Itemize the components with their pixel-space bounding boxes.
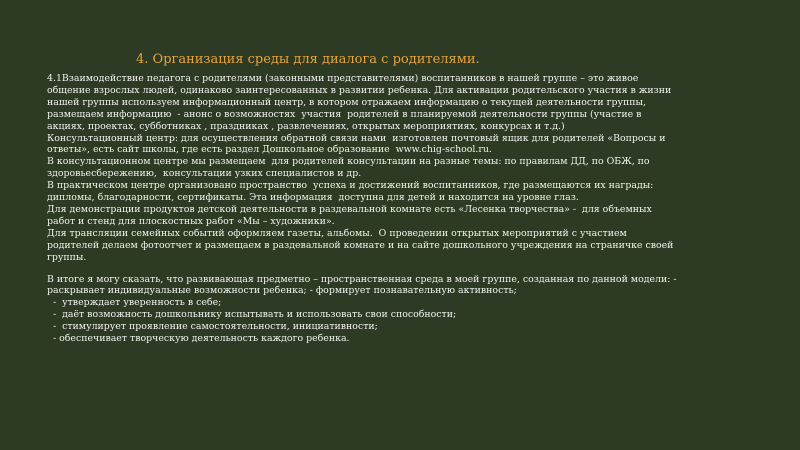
body-line: общение взрослых людей, одинаково заинтересованных в развитии ребенка. Для активации родительского участия в жизни xyxy=(47,84,672,96)
conclusion-line: В итоге я могу сказать, что развивающая предметно – пространственная среда в моей группе, созданная по данной модели: - xyxy=(47,273,677,285)
body-line: В практическом центре организовано пространство успеха и достижений воспитанников, где размещаются их награды: xyxy=(47,180,654,192)
slide-title: 4. Организация среды для диалога с родителями. xyxy=(136,52,480,67)
conclusion-line: - утверждает уверенность в себе; xyxy=(47,297,222,309)
body-line: акциях, проектах, субботниках , праздниках , развлечениях, открытых мероприятиях, конкурсах и т.д.) xyxy=(47,120,565,132)
body-line: ответы», есть сайт школы, где есть раздел Дошкольное образование www.chig-school.ru. xyxy=(47,144,492,156)
body-line: родителей делаем фотоотчет и размещаем в раздевальной комнате и на сайте дошкольного учреждения на страничке своей xyxy=(47,239,674,251)
paragraph-gap xyxy=(47,264,765,274)
conclusion-line: раскрывает индивидуальные возможности ребенка; - формирует познавательную активность; xyxy=(47,285,517,297)
conclusion-line: - даёт возможность дошкольнику испытывать и использовать свои способности; xyxy=(47,309,457,321)
body-line: группы. xyxy=(47,251,87,263)
body-paragraph xyxy=(47,73,765,264)
body-line: Для трансляции семейных событий оформляем газеты, альбомы. О проведении открытых мероприятий с участием xyxy=(47,227,627,239)
body-line: Консультационный центр: для осуществления обратной связи нами изготовлен почтовый ящик для родителей «Вопросы и xyxy=(47,132,666,144)
conclusion-line: - стимулирует проявление самостоятельности, инициативности; xyxy=(47,321,378,333)
body-line: нашей группы используем информационный центр, в котором отражаем информацию о текущей деятельности группы, xyxy=(47,96,646,108)
body-line: В консультационном центре мы размещаем для родителей консультации на разные темы: по правилам ДД, по ОБЖ, по xyxy=(47,156,650,168)
slide-body xyxy=(47,73,765,345)
body-line: Для демонстрации продуктов детской деятельности в раздевальной комнате есть «Лесенка творчества» - для объемных xyxy=(47,203,652,215)
conclusion-paragraph xyxy=(47,274,765,345)
body-line: дипломы, благодарности, сертификаты. Эта информация доступна для детей и находится на уровне глаз. xyxy=(47,192,579,204)
body-line: размещаем информацию - анонс о возможностях участия родителей в планируемой деятельности группы (участие в xyxy=(47,108,642,120)
body-line: работ и стенд для плоскостных работ «Мы – художники». xyxy=(47,215,335,227)
body-line: здоровьесбережению, консультации узких специалистов и др. xyxy=(47,168,362,180)
conclusion-line: - обеспечивает творческую деятельность каждого ребенка. xyxy=(47,333,350,345)
body-line: 4.1Взаимодействие педагога с родителями (законными представителями) воспитанников в нашей группе – это живое xyxy=(47,73,639,84)
